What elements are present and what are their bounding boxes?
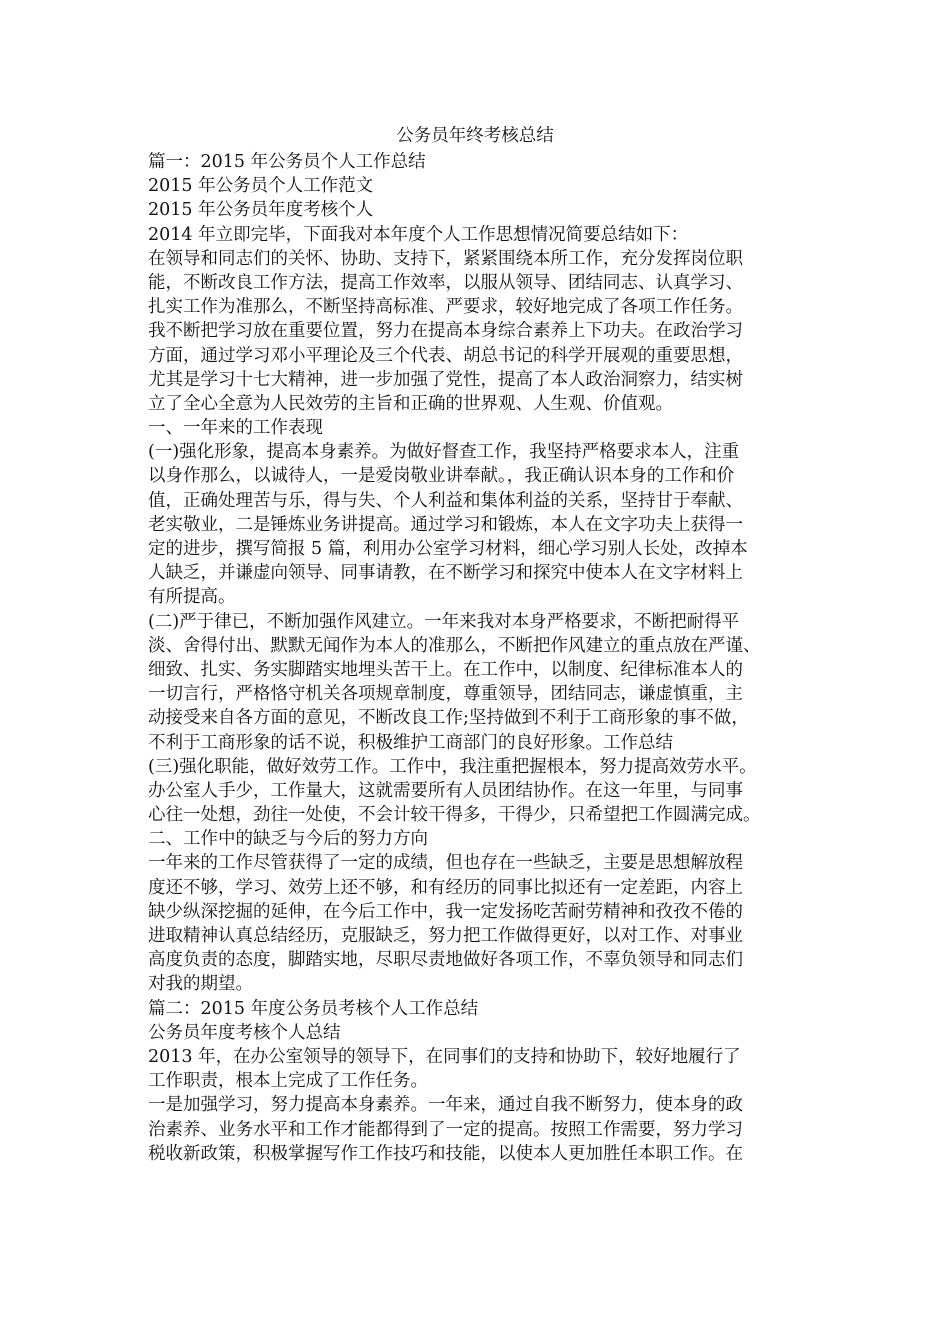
document-line: (二)严于律已，不断加强作风建立。一年来我对本身严格要求，不断把耐得平 — [148, 611, 740, 632]
document-line: 2014 年立即完毕，下面我对本年度个人工作思想情况简要总结如下： — [148, 224, 689, 245]
document-line: 2013 年，在办公室领导的领导下，在同事们的支持和协助下，较好地履行了 — [148, 1046, 741, 1067]
document-line: 高度负责的态度，脚踏实地，尽职尽责地做好各项工作，不辜负领导和同志们 — [148, 950, 743, 971]
document-line: 缺少纵深挖掘的延伸，在今后工作中，我一定发扬吃苦耐劳精神和孜孜不倦的 — [148, 901, 743, 922]
document-line: 能，不断改良工作方法，提高工作效率，以服从领导、团结同志、认真学习、 — [148, 272, 743, 293]
document-line: 一年来的工作尽管获得了一定的成绩，但也存在一些缺乏，主要是思想解放程 — [148, 853, 743, 874]
document-line: 工作职责，根本上完成了工作任务。 — [148, 1071, 428, 1092]
document-line: 对我的期望。 — [148, 974, 253, 995]
document-line: 扎实工作为准那么，不断坚持高标准、严要求，较好地完成了各项工作任务。 — [148, 297, 743, 318]
document-line: (一)强化形象，提高本身素养。为做好督查工作，我坚持严格要求本人，注重 — [148, 442, 740, 463]
document-line: 在领导和同志们的关怀、协助、支持下，紧紧围绕本所工作，充分发挥岗位职 — [148, 248, 743, 269]
document-line: 动接受来自各方面的意见，不断改良工作;坚持做到不利于工商形象的事不做， — [148, 708, 749, 729]
document-line: 一、一年来的工作表现 — [148, 418, 323, 439]
document-line: 税收新政策，积极掌握写作工作技巧和技能，以使本人更加胜任本职工作。在 — [148, 1143, 743, 1164]
document-title: 公务员年终考核总结 — [396, 126, 554, 146]
document-line: (三)强化职能，做好效劳工作。工作中，我注重把握根本，努力提高效劳水平。 — [148, 756, 757, 777]
document-line: 不利于工商形象的话不说，积极维护工商部门的良好形象。工作总结 — [148, 732, 673, 753]
document-line: 一切言行，严格恪守机关各项规章制度，尊重领导，团结同志，谦虚慎重，主 — [148, 684, 743, 705]
document-line: 以身作那么，以诚待人，一是爱岗敬业讲奉献。，我正确认识本身的工作和价 — [148, 466, 735, 487]
document-line: 公务员年度考核个人总结 — [148, 1022, 341, 1043]
document-line: 淡、舍得付出、默默无闻作为本人的准那么，不断把作风建立的重点放在严谨、 — [148, 635, 761, 656]
document-line: 篇一：2015 年公务员个人工作总结 — [148, 152, 426, 172]
document-line: 篇二：2015 年度公务员考核个人工作总结 — [148, 998, 479, 1019]
document-line: 立了全心全意为人民效劳的主旨和正确的世界观、人生观、价值观。 — [148, 393, 673, 414]
document-line: 老实敬业，二是锤炼业务讲提高。通过学习和锻炼，本人在文字功夫上获得一 — [148, 514, 743, 535]
document-line: 进取精神认真总结经历，克服缺乏，努力把工作做得更好，以对工作、对事业 — [148, 926, 743, 946]
document-line: 治素养、业务水平和工作才能都得到了一定的提高。按照工作需要，努力学习 — [148, 1119, 743, 1140]
document-line: 2015 年公务员年度考核个人 — [148, 200, 374, 221]
document-line: 有所提高。 — [148, 587, 236, 608]
document-line: 我不断把学习放在重要位置，努力在提高本身综合素养上下功夫。在政治学习 — [148, 321, 743, 342]
document-line: 办公室人手少，工作量大，这就需要所有人员团结协作。在这一年里，与同事 — [148, 780, 743, 801]
document-line: 尤其是学习十七大精神，进一步加强了党性，提高了本人政治洞察力，结实树 — [148, 369, 743, 390]
document-line: 度还不够，学习、效劳上还不够，和有经历的同事比拟还有一定差距，内容上 — [148, 877, 743, 898]
document-line: 方面，通过学习邓小平理论及三个代表、胡总书记的科学开展观的重要思想， — [148, 345, 743, 366]
document-line: 细致、扎实、务实脚踏实地埋头苦干上。在工作中，以制度、纪律标准本人的 — [148, 659, 743, 680]
document-line: 值，正确处理苦与乐，得与失、个人利益和集体利益的关系，坚持甘于奉献、 — [148, 490, 743, 511]
document-line: 人缺乏，并谦虚向领导、同事请教，在不断学习和探究中使本人在文字材料上 — [148, 563, 743, 584]
document-line: 定的进步，撰写简报 5 篇，利用办公室学习材料，细心学习别人长处，改掉本 — [148, 539, 748, 559]
document-body — [148, 150, 808, 1166]
document-line: 二、工作中的缺乏与今后的努力方向 — [148, 829, 428, 850]
document-line: 一是加强学习，努力提高本身素养。一年来，通过自我不断努力，使本身的政 — [148, 1095, 743, 1116]
document-line: 2015 年公务员个人工作范文 — [148, 176, 374, 197]
document-line: 心往一处想，劲往一处使，不会计较干得多，干得少，只希望把工作圆满完成。 — [148, 805, 761, 826]
